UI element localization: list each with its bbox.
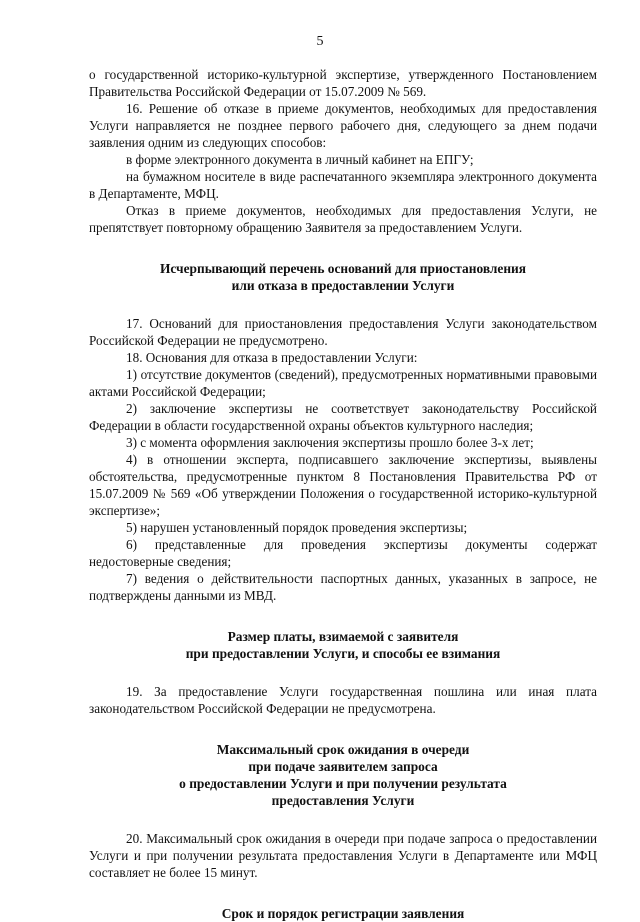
section-heading-queue-line2: при подаче заявителем запроса [248,759,438,774]
section-heading-grounds-line2: или отказа в предоставлении Услуги [231,278,455,293]
list-item-7: 7) ведения о действительности паспортных данных, указанных в запросе, не подтверждены данными из МВД. [89,571,597,603]
section-gap [89,809,597,830]
section-heading-grounds-line1: Исчерпывающий перечень оснований для приостановления [159,261,527,276]
section-heading-fee-line1: Размер платы, взимаемой с заявителя [227,629,459,644]
paragraph-17: 17. Оснований для приостановления предоставления Услуги законодательством Российской Федерации не предусмотрено. [89,316,597,348]
section-gap [89,717,597,741]
section-gap [89,236,597,260]
list-item-3: 3) с момента оформления заключения экспертизы прошло более 3-х лет; [126,435,534,450]
paragraph-16: 16. Решение об отказе в приеме документов, необходимых для предоставления Услуги направляется не позднее первого рабочего дня, следующего за днем подачи заявления одним из следующих способов: [89,101,597,150]
section-gap [89,604,597,628]
paragraph-continuation: о государственной историко-культурной экспертизе, утвержденного Постановлением Правительства Российской Федерации от 15.07.2009 № 569. [89,67,597,99]
paragraph-refusal-note: Отказ в приеме документов, необходимых для предоставления Услуги, не препятствует повторному обращению Заявителя за предоставлением Услуги. [89,203,597,235]
paragraph-18: 18. Основания для отказа в предоставлении Услуги: [126,350,418,365]
list-item-5: 5) нарушен установленный порядок проведения экспертизы; [126,520,468,535]
page-number: 5 [316,34,324,49]
paragraph-paper: на бумажном носителе в виде распечатанного экземпляра электронного документа в Департаменте, МФЦ. [89,169,597,201]
list-item-2: 2) заключение экспертизы не соответствует законодательству Российской Федерации в области государственной охраны объектов культурного наследия; [89,401,597,433]
section-heading-fee-line2: при предоставлении Услуги, и способы ее взимания [185,646,501,661]
paragraph-20: 20. Максимальный срок ожидания в очереди при подаче запроса о предоставлении Услуги и при получении результата предоставления Услуги в Департаменте или МФЦ составляет не более 15 минут. [89,831,597,880]
section-heading-queue-line3: о предоставлении Услуги и при получении результата [179,776,507,791]
paragraph-epgu: в форме электронного документа в личный кабинет на ЕПГУ; [126,152,474,167]
section-heading-registration: Срок и порядок регистрации заявления [221,906,465,921]
paragraph-19: 19. За предоставление Услуги государственная пошлина или иная плата законодательством Российской Федерации не предусмотрена. [89,684,597,716]
list-item-1: 1) отсутствие документов (сведений), предусмотренных нормативными правовыми актами Российской Федерации; [89,367,597,399]
section-heading-queue-line1: Максимальный срок ожидания в очереди [216,742,470,757]
section-gap [89,662,597,683]
document-body [89,66,597,922]
section-gap [89,881,597,905]
section-heading-queue-line4: предоставления Услуги [271,793,415,808]
list-item-6: 6) представленные для проведения экспертизы документы содержат недостоверные сведения; [89,537,597,569]
section-gap [89,294,597,315]
list-item-4: 4) в отношении эксперта, подписавшего заключение экспертизы, выявлены обстоятельства, предусмотренные пунктом 8 Постановления Правительства РФ от 15.07.2009 № 569 «Об утверждении Положения о государственной историко-культурной экспертизе»; [89,452,597,518]
